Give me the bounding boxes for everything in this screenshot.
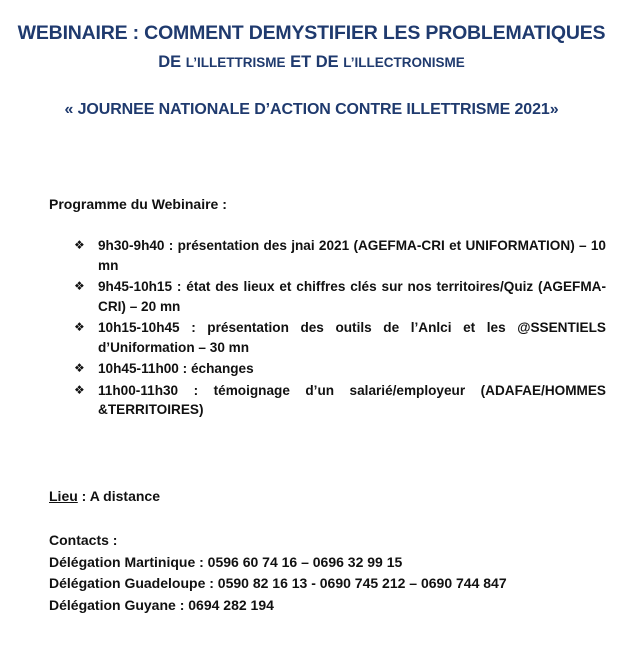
contacts-title: Contacts : (49, 532, 118, 548)
diamond-bullet-icon: ❖ (74, 382, 85, 397)
contact-guyane: Délégation Guyane : 0694 282 194 (49, 596, 274, 613)
list-item: ❖ 11h00-11h30 : témoignage d’un salarié/employeur (ADAFAE/HOMMES &TERRITOIRES) (74, 382, 606, 417)
program-list (74, 236, 606, 422)
event-name: « JOURNEE NATIONALE D’ACTION CONTRE ILLETTRISME 2021» (64, 101, 559, 118)
diamond-bullet-icon: ❖ (74, 238, 85, 252)
contact-guadeloupe: Délégation Guadeloupe : 0590 82 16 13 - 0690 745 212 – 0690 744 847 (49, 575, 507, 591)
diamond-bullet-icon: ❖ (74, 279, 85, 293)
contacts-block (49, 530, 507, 616)
program-title: Programme du Webinaire : (49, 196, 227, 212)
list-item: ❖ 10h45-11h00 : échanges (74, 359, 606, 379)
webinar-title: WEBINAIRE : COMMENT DEMYSTIFIER LES PROBLEMATIQUES (17, 22, 606, 44)
webinar-subtitle: DE L’ILLETTRISME ET DE L’ILLECTRONISME (158, 53, 465, 71)
location: Lieu : A distance (49, 488, 160, 504)
list-item: ❖ 9h45-10h15 : état des lieux et chiffres clés sur nos territoires/Quiz (AGEFMA-CRI) – 20 mn (74, 279, 606, 314)
list-item: ❖ 10h15-10h45 : présentation des outils de l’Anlci et les @SSENTIELS d’Uniformation – 30 mn (74, 320, 606, 355)
diamond-bullet-icon: ❖ (74, 320, 85, 334)
list-item: ❖ 9h30-9h40 : présentation des jnai 2021 (AGEFMA-CRI et UNIFORMATION) – 10 mn (74, 238, 606, 273)
diamond-bullet-icon: ❖ (74, 361, 85, 375)
contact-martinique: Délégation Martinique : 0596 60 74 16 – 0696 32 99 15 (49, 553, 403, 570)
